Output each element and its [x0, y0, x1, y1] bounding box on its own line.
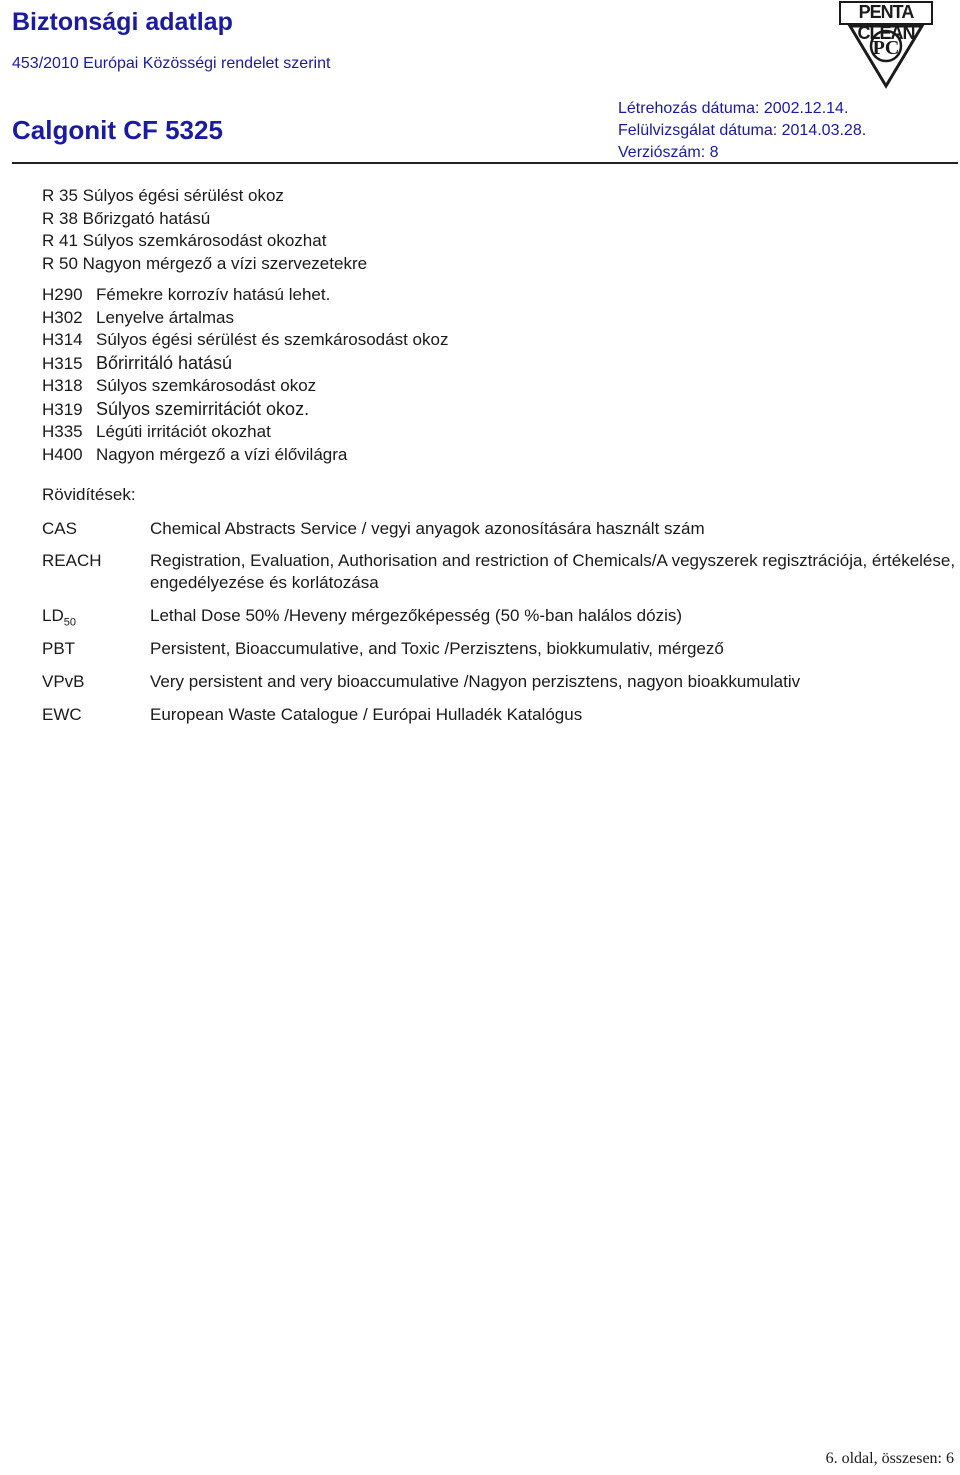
r-phrase — [42, 185, 367, 208]
r-phrase-text: Súlyos égési sérülést okoz — [82, 186, 284, 205]
h-statement-text: Légúti irritációt okozhat — [96, 422, 271, 441]
abbreviations-heading: Rövidítések: — [42, 485, 136, 504]
abbreviation-key — [42, 605, 76, 633]
h-statement-code: H290 — [42, 285, 83, 304]
h-statement — [42, 307, 448, 330]
page-number: 6. oldal, összesen: 6 — [825, 1450, 954, 1467]
h-statement — [42, 398, 448, 422]
logo-text: PENTA CLEAN — [857, 2, 915, 43]
document-title: Biztonsági adatlap — [12, 8, 233, 36]
h-statement-code: H335 — [42, 422, 83, 441]
h-statement-code: H319 — [42, 399, 83, 419]
product-name: Calgonit CF 5325 — [12, 115, 223, 145]
h-statement-code: H302 — [42, 307, 83, 327]
abbreviation-key: REACH — [42, 551, 102, 570]
header-divider — [12, 162, 958, 164]
abbreviation-value: Very persistent and very bioaccumulative /Nagyon perzisztens, nagyon bioakkumulativ — [150, 672, 801, 691]
regulation-reference: 453/2010 Európai Közösségi rendelet szerint — [12, 55, 331, 72]
r-phrase-code: R 35 — [42, 186, 78, 205]
h-statement — [42, 375, 448, 398]
h-statement — [42, 421, 448, 444]
h-statement-text: Lenyelve ártalmas — [96, 307, 234, 327]
r-phrase — [42, 208, 367, 231]
r-phrase — [42, 253, 367, 276]
abbreviation-key: PBT — [42, 639, 76, 658]
abbreviation-value: European Waste Catalogue / Európai Hulladék Katalógus — [150, 705, 583, 724]
h-statement-text: Súlyos szemirritációt okoz. — [96, 398, 310, 419]
abbreviation-key-subscript: 50 — [63, 616, 76, 629]
version-number: Verziószám: 8 — [618, 144, 719, 161]
r-phrase-code: R 38 — [42, 208, 78, 228]
h-statement-code: H314 — [42, 330, 83, 349]
h-statement-code: H315 — [42, 353, 83, 373]
logo-mark: PC — [872, 37, 900, 59]
h-statement-text: Bőrirritáló hatású — [96, 352, 233, 373]
abbreviation-value: Chemical Abstracts Service / vegyi anyagok azonosítására használt szám — [150, 519, 705, 538]
r-phrase-list — [42, 185, 367, 275]
h-statement-code: H318 — [42, 376, 83, 395]
abbreviation-key: EWC — [42, 705, 82, 724]
abbreviation-value: Persistent, Bioaccumulative, and Toxic /Perzisztens, biokkumulativ, mérgező — [150, 639, 724, 658]
abbreviation-key: VPvB — [42, 672, 85, 691]
h-statement — [42, 352, 448, 376]
r-phrase-text: Súlyos szemkárosodást okozhat — [82, 231, 327, 250]
r-phrase-text: Bőrizgató hatású — [82, 208, 211, 228]
h-statement — [42, 329, 448, 352]
abbreviation-value: Registration, Evaluation, Authorisation and restriction of Chemicals/A vegyszerek regisztrációja, értékelése, engedélyezése és korlátozása — [150, 551, 956, 592]
creation-date: Létrehozás dátuma: 2002.12.14. — [618, 100, 849, 117]
revision-date: Felülvizsgálat dátuma: 2014.03.28. — [618, 122, 867, 139]
h-statement-text: Súlyos égési sérülést és szemkárosodást okoz — [96, 330, 449, 349]
h-statement-text: Súlyos szemkárosodást okoz — [96, 376, 317, 395]
abbreviation-key-base: LD — [42, 606, 64, 625]
abbreviation-value: Lethal Dose 50% /Heveny mérgezőképesség (50 %-ban halálos dózis) — [150, 606, 683, 625]
document-meta — [618, 98, 866, 164]
r-phrase — [42, 230, 367, 253]
h-statement-text: Fémekre korrozív hatású lehet. — [96, 285, 331, 304]
r-phrase-text: Nagyon mérgező a vízi szervezetekre — [82, 253, 368, 273]
abbreviation-key: CAS — [42, 519, 77, 538]
h-statement-code: H400 — [42, 444, 83, 464]
h-statement-text: Nagyon mérgező a vízi élővilágra — [96, 444, 348, 464]
h-statement — [42, 444, 448, 467]
r-phrase-code: R 50 — [42, 253, 78, 273]
r-phrase-code: R 41 — [42, 231, 78, 250]
h-statement-list — [42, 284, 448, 466]
h-statement — [42, 284, 448, 307]
